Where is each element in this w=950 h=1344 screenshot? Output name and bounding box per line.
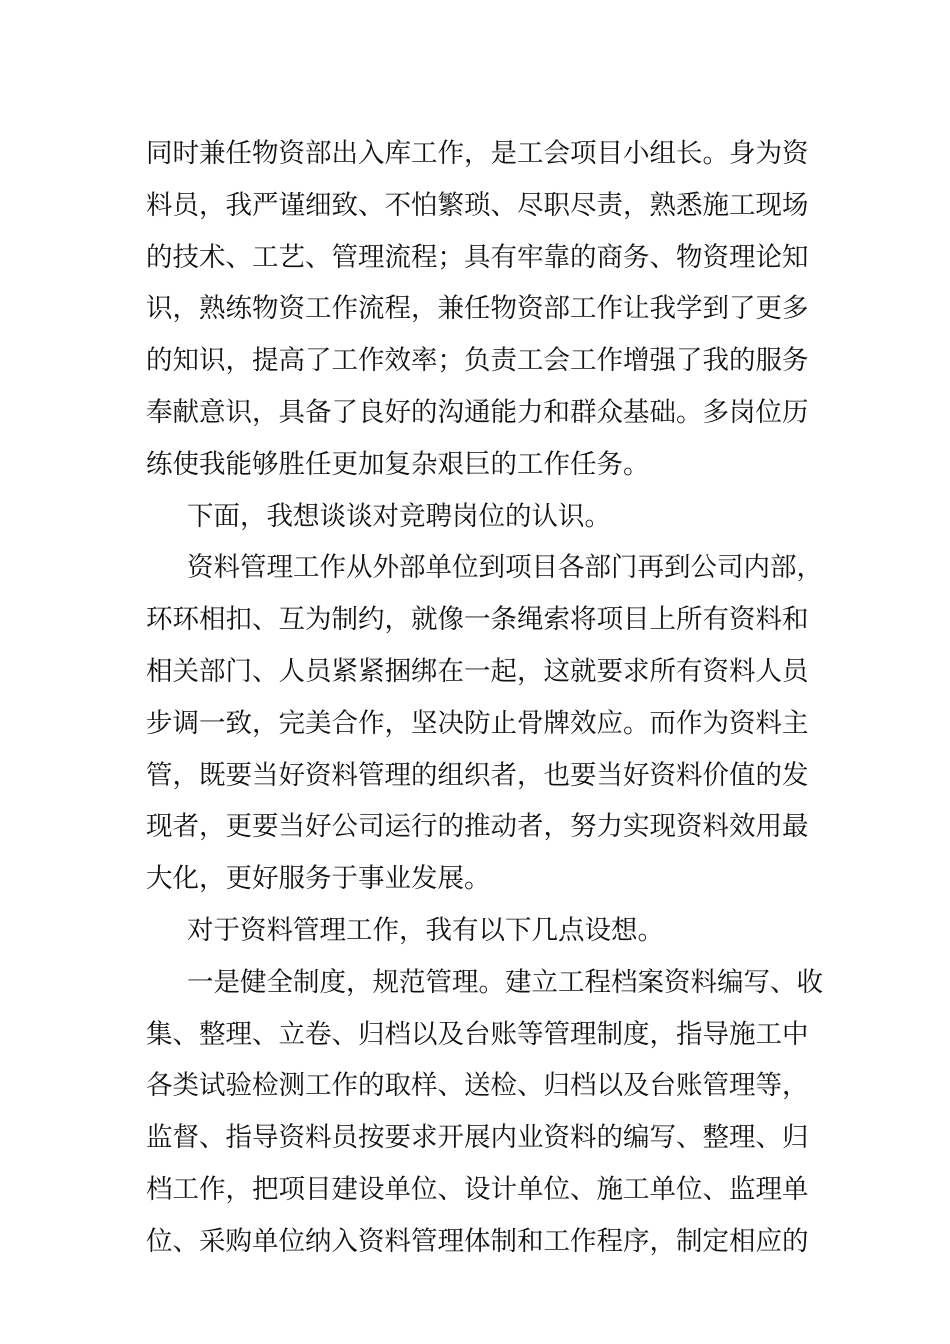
text-line: 练使我能够胜任更加复杂艰巨的工作任务。: [146, 448, 650, 480]
paragraph-2: [146, 491, 810, 543]
paragraph-4: [146, 905, 810, 957]
text-line: 资料管理工作从外部单位到项目各部门再到公司内部，: [187, 552, 823, 584]
text-line: 步调一致，完美合作，坚决防止骨牌效应。而作为资料主: [146, 707, 809, 739]
text-line: 奉献意识，具备了良好的沟通能力和群众基础。多岗位历: [146, 396, 809, 428]
text-line: 位、采购单位纳入资料管理体制和工作程序，制定相应的: [146, 1225, 809, 1257]
text-line: 各类试验检测工作的取样、送检、归档以及台账管理等，: [146, 1070, 809, 1102]
document-body: [146, 128, 823, 1268]
text-line: 一是健全制度，规范管理。建立工程档案资料编写、收: [187, 966, 823, 998]
text-line: 监督、指导资料员按要求开展内业资料的编写、整理、归: [146, 1122, 809, 1154]
text-line: 环环相扣、互为制约，就像一条绳索将项目上所有资料和: [146, 604, 809, 636]
text-line: 识，熟练物资工作流程，兼任物资部工作让我学到了更多: [146, 293, 809, 325]
text-line: 档工作，把项目建设单位、设计单位、施工单位、监理单: [146, 1173, 809, 1205]
text-line: 的知识，提高了工作效率；负责工会工作增强了我的服务: [146, 345, 809, 377]
text-line: 同时兼任物资部出入库工作，是工会项目小组长。身为资: [146, 138, 809, 169]
text-line: 对于资料管理工作，我有以下几点设想。: [187, 914, 664, 946]
text-line: 料员，我严谨细致、不怕繁琐、尽职尽责，熟悉施工现场: [146, 189, 809, 221]
paragraph-5: [146, 957, 823, 1268]
paragraph-3: [146, 542, 823, 905]
text-line: 大化，更好服务于事业发展。: [146, 863, 491, 895]
text-line: 相关部门、人员紧紧捆绑在一起，这就要求所有资料人员: [146, 655, 809, 687]
text-line: 管，既要当好资料管理的组织者，也要当好资料价值的发: [146, 759, 809, 791]
paragraph-1: [146, 128, 810, 491]
text-line: 现者，更要当好公司运行的推动者，努力实现资料效用最: [146, 811, 809, 843]
text-line: 集、整理、立卷、归档以及台账等管理制度，指导施工中: [146, 1018, 809, 1050]
text-line: 的技术、工艺、管理流程；具有牢靠的商务、物资理论知: [146, 241, 809, 273]
text-line: 下面，我想谈谈对竞聘岗位的认识。: [187, 500, 611, 532]
